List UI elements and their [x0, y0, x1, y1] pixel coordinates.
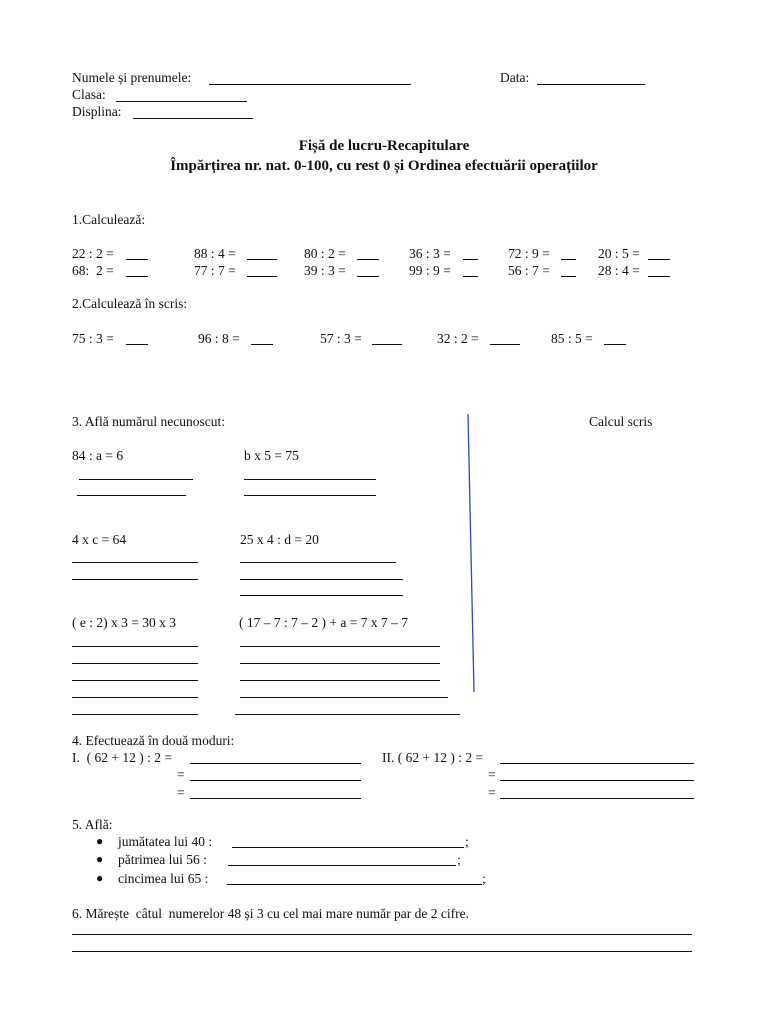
ex1-r1-c5: 72 : 9 = — [508, 246, 550, 261]
ex3-eq4-line-1[interactable] — [240, 562, 396, 563]
ex2-item-5: 85 : 5 = — [551, 331, 593, 346]
ex2-item-5-answer[interactable] — [604, 344, 626, 345]
ex1-r2-c3-answer[interactable] — [357, 276, 379, 277]
ex1-r1-c2: 88 : 4 = — [194, 246, 236, 261]
ex3-eq-6: ( 17 – 7 : 7 – 2 ) + a = 7 x 7 – 7 — [239, 615, 408, 630]
ex3-eq2-line-1[interactable] — [244, 479, 376, 480]
ex3-eq-4: 25 x 4 : d = 20 — [240, 532, 319, 547]
ex4-left-line-3[interactable] — [190, 798, 361, 799]
ex5-heading: 5. Află: — [72, 817, 113, 832]
ex5-item-2-end: ; — [457, 852, 461, 867]
ex4-right-expr: II. ( 62 + 12 ) : 2 = — [382, 750, 484, 765]
ex1-r1-c2-answer[interactable] — [247, 259, 277, 260]
ex1-r1-c5-answer[interactable] — [561, 259, 576, 260]
ex2-item-1: 75 : 3 = — [72, 331, 114, 346]
ex1-r2-c1: 68: 2 = — [72, 263, 114, 278]
ex3-eq5-line-5[interactable] — [72, 714, 198, 715]
ex3-eq6-line-1[interactable] — [240, 646, 440, 647]
ex2-item-4-answer[interactable] — [490, 344, 520, 345]
ex3-eq1-line-2[interactable] — [77, 495, 186, 496]
bullet-icon: ● — [96, 871, 104, 885]
date-field[interactable] — [537, 84, 645, 85]
ex1-r2-c4-answer[interactable] — [463, 276, 478, 277]
ex4-left-eq-2: = — [177, 767, 185, 782]
ex1-r2-c5-answer[interactable] — [561, 276, 576, 277]
ex1-r1-c3-answer[interactable] — [357, 259, 379, 260]
ex3-eq6-line-2[interactable] — [240, 663, 440, 664]
ex3-eq6-line-3[interactable] — [240, 680, 440, 681]
class-label: Clasa: — [72, 87, 106, 102]
subject-label: Displina: — [72, 104, 122, 119]
ex5-item-2-answer[interactable] — [228, 865, 456, 866]
ex1-r2-c1-answer[interactable] — [126, 276, 148, 277]
ex5-item-1-answer[interactable] — [232, 847, 464, 848]
ex4-left-line-2[interactable] — [190, 780, 361, 781]
ex1-r2-c4: 99 : 9 = — [409, 263, 451, 278]
ex1-r1-c4-answer[interactable] — [463, 259, 478, 260]
ex3-eq6-line-4[interactable] — [240, 697, 448, 698]
ex5-item-1: jumătatea lui 40 : — [118, 834, 213, 849]
ex4-right-line-3[interactable] — [500, 798, 694, 799]
ex3-eq5-line-2[interactable] — [72, 663, 198, 664]
ex3-heading: 3. Află numărul necunoscut: — [72, 414, 225, 429]
name-field[interactable] — [209, 84, 411, 85]
ex1-r2-c2-answer[interactable] — [247, 276, 277, 277]
ex5-item-3-end: ; — [482, 871, 486, 886]
class-field[interactable] — [116, 101, 247, 102]
ex3-eq5-line-4[interactable] — [72, 697, 198, 698]
ex1-r2-c6: 28 : 4 = — [598, 263, 640, 278]
ex4-left-line-1[interactable] — [190, 763, 361, 764]
subject-field[interactable] — [133, 118, 253, 119]
ex1-r2-c5: 56 : 7 = — [508, 263, 550, 278]
ex4-left-eq-3: = — [177, 785, 185, 800]
ex4-right-eq-3: = — [488, 785, 496, 800]
ex4-right-eq-2: = — [488, 767, 496, 782]
ex2-item-2-answer[interactable] — [251, 344, 273, 345]
ex2-item-4: 32 : 2 = — [437, 331, 479, 346]
ex3-eq-1: 84 : a = 6 — [72, 448, 124, 463]
ex5-item-3-answer[interactable] — [227, 884, 482, 885]
ex3-eq5-line-1[interactable] — [72, 646, 198, 647]
ex3-eq2-line-2[interactable] — [244, 495, 376, 496]
ex2-item-3-answer[interactable] — [372, 344, 402, 345]
ex3-eq-5: ( e : 2) x 3 = 30 x 3 — [72, 615, 176, 630]
ex5-item-2: pătrimea lui 56 : — [118, 852, 207, 867]
ex6-heading: 6. Mărește câtul numerelor 48 și 3 cu cel mai mare număr par de 2 cifre. — [72, 906, 469, 921]
ex2-item-3: 57 : 3 = — [320, 331, 362, 346]
ex5-item-1-end: ; — [465, 834, 469, 849]
page-title: Fișă de lucru-Recapitulare — [298, 138, 470, 154]
ex3-side-label: Calcul scris — [589, 414, 653, 429]
ex1-r1-c6: 20 : 5 = — [598, 246, 640, 261]
ex3-eq-2: b x 5 = 75 — [244, 448, 299, 463]
ex4-heading: 4. Efectuează în două moduri: — [72, 733, 235, 748]
ex1-r2-c2: 77 : 7 = — [194, 263, 236, 278]
bullet-icon: ● — [96, 834, 104, 848]
ex2-item-1-answer[interactable] — [126, 344, 148, 345]
ex3-eq-3: 4 x c = 64 — [72, 532, 127, 547]
ex3-eq4-line-3[interactable] — [240, 595, 403, 596]
ex6-line-1[interactable] — [72, 934, 692, 935]
ex3-eq3-line-2[interactable] — [72, 579, 198, 580]
ex1-r1-c1: 22 : 2 = — [72, 246, 114, 261]
divider-line — [462, 410, 482, 700]
ex3-eq1-line-1[interactable] — [79, 479, 193, 480]
ex1-r2-c6-answer[interactable] — [648, 276, 670, 277]
ex1-r1-c3: 80 : 2 = — [304, 246, 346, 261]
ex3-eq3-line-1[interactable] — [72, 562, 198, 563]
ex6-line-2[interactable] — [72, 951, 692, 952]
ex2-heading: 2.Calculează în scris: — [72, 296, 188, 311]
ex3-eq5-line-3[interactable] — [72, 680, 198, 681]
ex1-r2-c3: 39 : 3 = — [304, 263, 346, 278]
ex1-r1-c6-answer[interactable] — [648, 259, 670, 260]
ex5-item-3: cincimea lui 65 : — [118, 871, 209, 886]
ex1-r1-c4: 36 : 3 = — [409, 246, 451, 261]
page-subtitle: Împărțirea nr. nat. 0-100, cu rest 0 și Ordinea efectuării operațiilor — [170, 158, 598, 174]
ex4-right-line-2[interactable] — [500, 780, 694, 781]
ex1-heading: 1.Calculează: — [72, 212, 146, 227]
ex4-left-expr: I. ( 62 + 12 ) : 2 = — [72, 750, 172, 765]
date-label: Data: — [500, 70, 530, 85]
ex1-r1-c1-answer[interactable] — [126, 259, 148, 260]
ex3-eq6-line-5[interactable] — [235, 714, 460, 715]
ex3-eq4-line-2[interactable] — [240, 579, 403, 580]
name-label: Numele și prenumele: — [72, 70, 192, 85]
ex4-right-line-1[interactable] — [500, 763, 694, 764]
bullet-icon: ● — [96, 852, 104, 866]
ex2-item-2: 96 : 8 = — [198, 331, 240, 346]
